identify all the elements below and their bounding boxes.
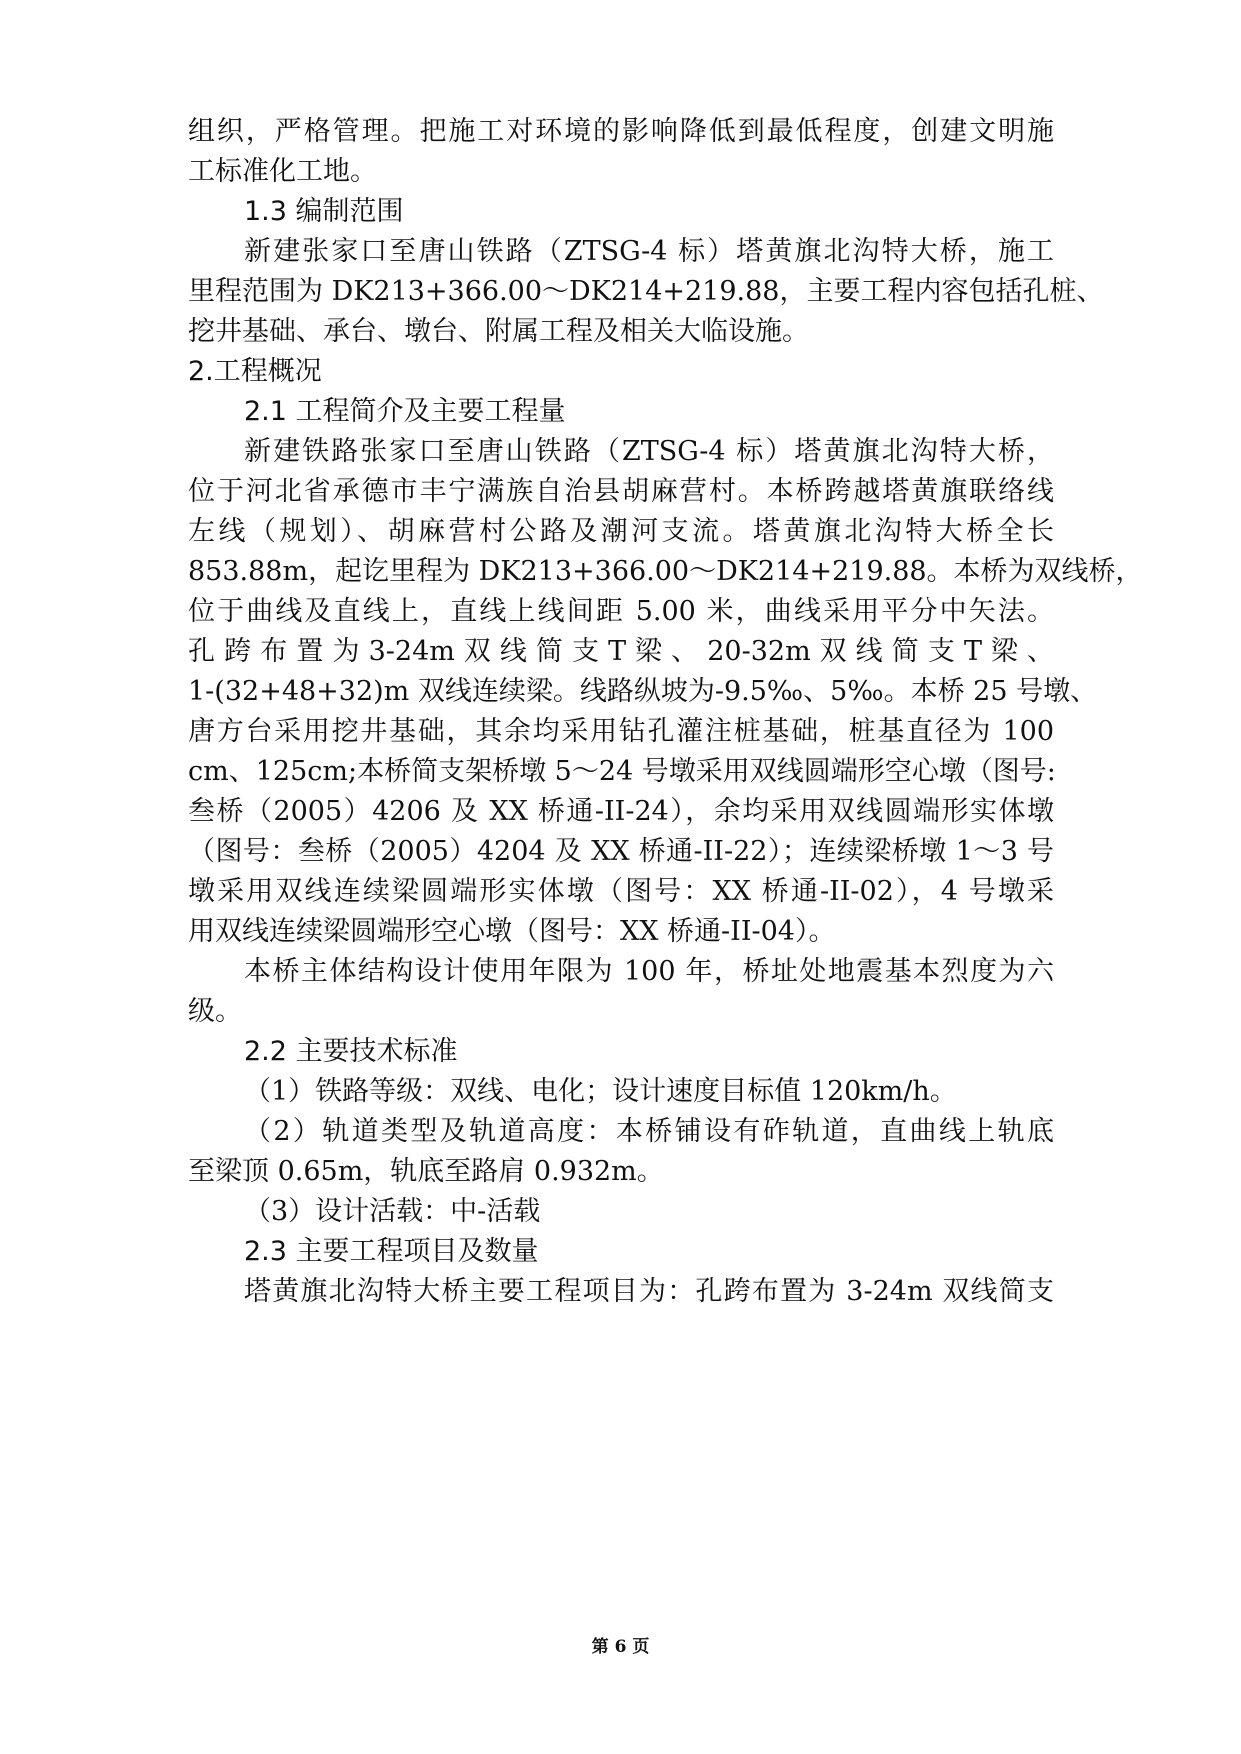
- section-heading: 2.2 主要技术标准: [244, 1036, 458, 1067]
- list-item: （3）设计活载：中-活载: [244, 1196, 541, 1227]
- paragraph-line: 工标准化工地。: [188, 156, 377, 187]
- paragraph-line: 853.88m，起讫里程为 DK213+366.00～DK214+219.88。本桥为双线桥，: [188, 556, 1143, 587]
- paragraph-line: 本桥主体结构设计使用年限为 100 年，桥址处地震基本烈度为六: [244, 956, 1054, 987]
- paragraph-line: cm、125cm;本桥简支架桥墩 5～24 号墩采用双线圆端形空心墩（图号:: [188, 756, 1056, 787]
- paragraph-line: 新建铁路张家口至唐山铁路（ZTSG-4 标）塔黄旗北沟特大桥，: [244, 436, 1054, 467]
- document-body: [188, 112, 1143, 1312]
- section-heading: 2.3 主要工程项目及数量: [244, 1236, 539, 1267]
- list-item: （2）轨道类型及轨道高度：本桥铺设有砟轨道，直曲线上轨底: [244, 1116, 1054, 1147]
- paragraph-line: 叁桥（2005）4206 及 XX 桥通-II-24），余均采用双线圆端形实体墩: [188, 796, 1054, 827]
- paragraph-line: 组织，严格管理。把施工对环境的影响降低到最低程度，创建文明施: [188, 116, 1054, 147]
- paragraph-line: 挖井基础、承台、墩台、附属工程及相关大临设施。: [188, 316, 809, 347]
- paragraph-line: 塔黄旗北沟特大桥主要工程项目为：孔跨布置为 3-24m 双线简支: [244, 1276, 1054, 1307]
- paragraph-line: 位于河北省承德市丰宁满族自治县胡麻营村。本桥跨越塔黄旗联络线: [188, 476, 1054, 507]
- paragraph-line: （图号：叁桥（2005）4204 及 XX 桥通-II-22）；连续梁桥墩 1～3 号: [188, 836, 1054, 867]
- section-heading: 2.1 工程简介及主要工程量: [244, 396, 566, 427]
- paragraph-line: 级。: [188, 996, 242, 1027]
- paragraph-line: 用双线连续梁圆端形空心墩（图号：XX 桥通-II-04）。: [188, 916, 836, 947]
- paragraph-line: 左线（规划）、胡麻营村公路及潮河支流。塔黄旗北沟特大桥全长: [188, 516, 1054, 547]
- page-number: 第 6 页: [591, 1637, 650, 1657]
- list-item: （1）铁路等级：双线、电化；设计速度目标值 120km/h。: [244, 1076, 957, 1107]
- chapter-heading: 2.工程概况: [188, 356, 322, 387]
- section-heading: 1.3 编制范围: [244, 196, 404, 227]
- paragraph-line: 唐方台采用挖井基础，其余均采用钻孔灌注桩基础，桩基直径为 100: [188, 716, 1054, 747]
- paragraph-line: 位于曲线及直线上，直线上线间距 5.00 米，曲线采用平分中矢法。: [188, 596, 1054, 627]
- paragraph-line: 至梁顶 0.65m，轨底至路肩 0.932m。: [188, 1156, 664, 1187]
- paragraph-line: 孔 跨 布 置 为 3-24m 双 线 简 支 T 梁 、 20-32m 双 线 简 支 T 梁 、: [188, 636, 1054, 667]
- paragraph-line: 里程范围为 DK213+366.00～DK214+219.88，主要工程内容包括孔桩、: [188, 276, 1104, 307]
- paragraph-line: 新建张家口至唐山铁路（ZTSG-4 标）塔黄旗北沟特大桥，施工: [244, 236, 1054, 267]
- paragraph-line: 1-(32+48+32)m 双线连续梁。线路纵坡为-9.5‰、5‰。本桥 25 号墩、: [188, 676, 1098, 707]
- paragraph-line: 墩采用双线连续梁圆端形实体墩（图号：XX 桥通-II-02），4 号墩采: [188, 876, 1054, 907]
